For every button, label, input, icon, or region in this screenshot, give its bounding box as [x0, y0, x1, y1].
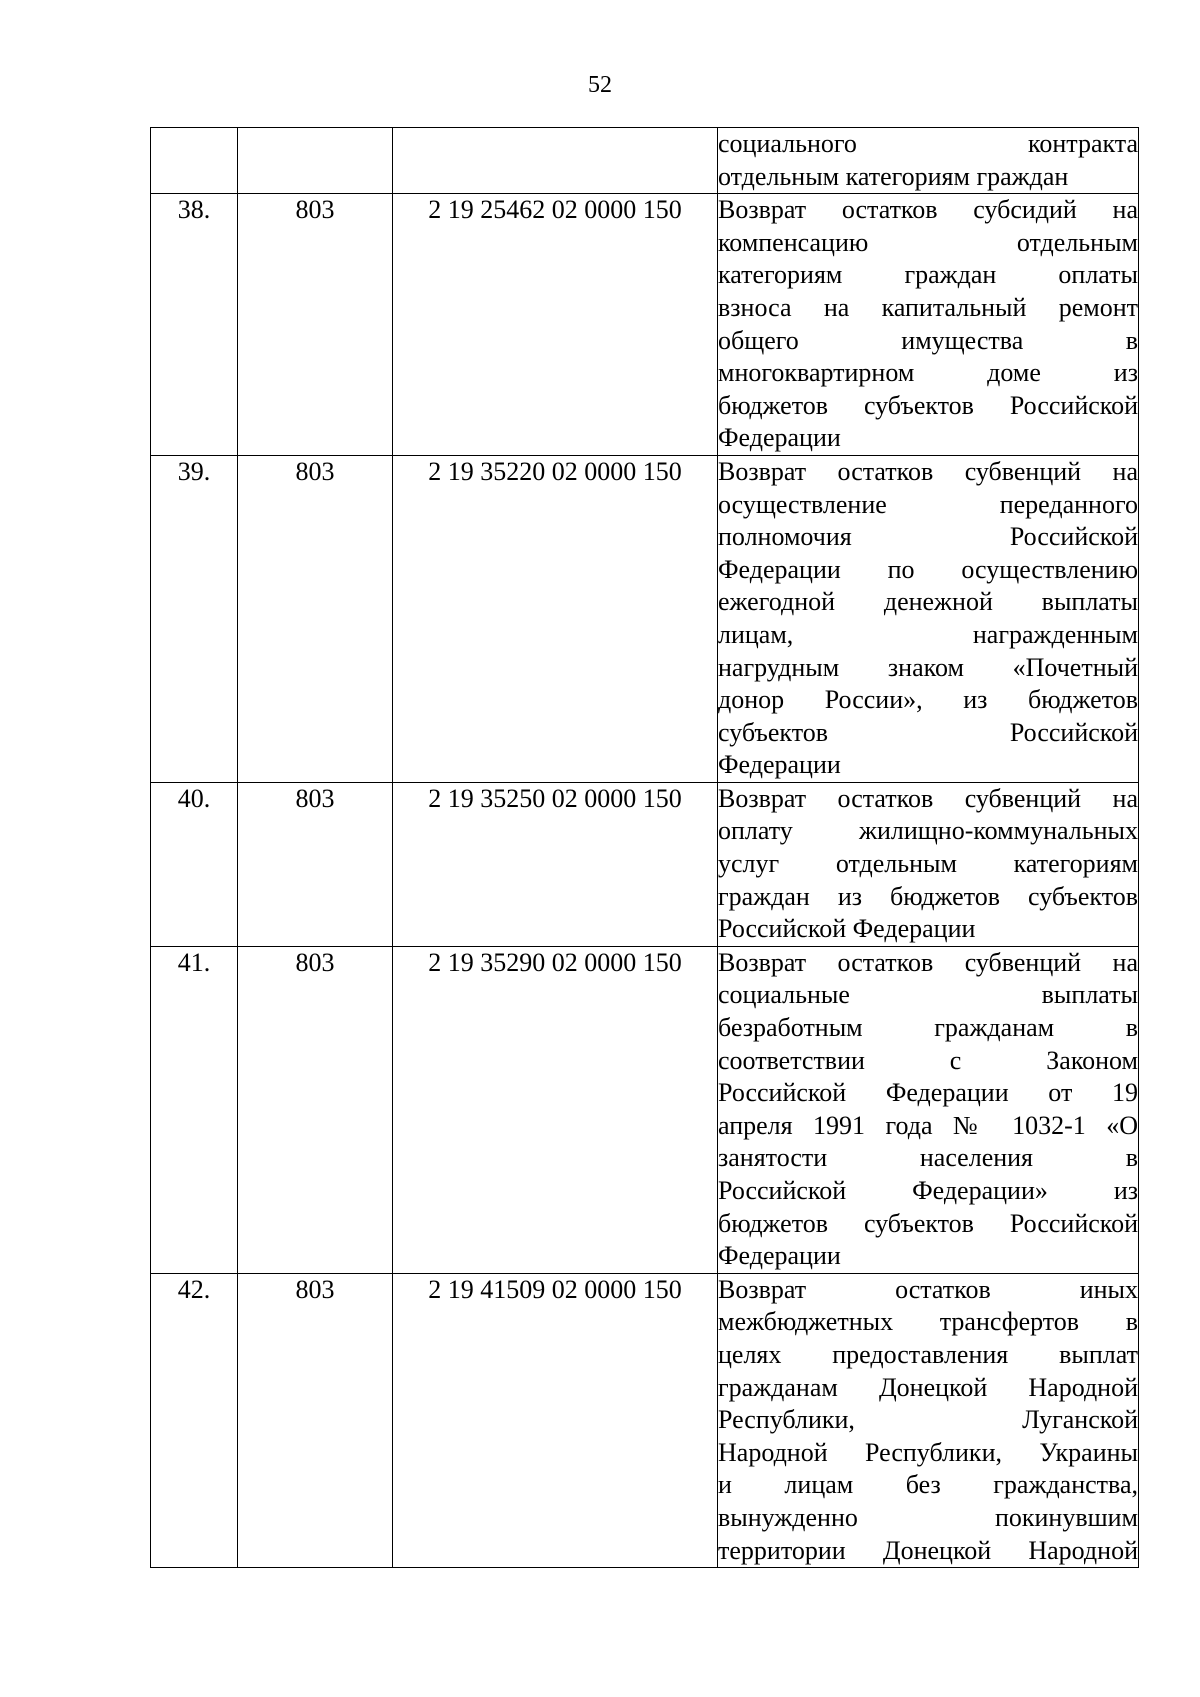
description-line: услуг отдельным категориям — [718, 849, 1138, 879]
description-line: соответствии с Законом — [718, 1045, 1138, 1075]
description-line: бюджетов субъектов Российской — [718, 1208, 1138, 1238]
description-cell — [718, 1273, 1139, 1567]
description-line: социального контракта — [718, 129, 1138, 158]
row-number-cell: 39. — [151, 455, 238, 782]
description-line: территории Донецкой Народной — [718, 1535, 1138, 1565]
description-line: многоквартирном доме из — [718, 358, 1138, 388]
budget-classification-code-cell: 2 19 35250 02 0000 150 — [393, 782, 718, 946]
description-line: донор России», из бюджетов — [718, 685, 1138, 715]
description-cell — [718, 782, 1139, 946]
description-line: Возврат остатков субвенций на — [718, 783, 1138, 813]
description-line: Республики, Луганской — [718, 1405, 1138, 1435]
description-line: Народной Республики, Украины — [718, 1437, 1138, 1467]
page-number: 52 — [588, 72, 612, 98]
description-cell — [718, 946, 1139, 1273]
table-row — [151, 1273, 1139, 1567]
description-line: категориям граждан оплаты — [718, 260, 1138, 290]
description-line: компенсацию отдельным — [718, 227, 1138, 257]
description-line: Возврат остатков иных — [718, 1274, 1138, 1304]
description-line: занятости населения в — [718, 1143, 1138, 1173]
description-line: гражданам Донецкой Народной — [718, 1372, 1138, 1402]
description-line: Возврат остатков субсидий на — [718, 195, 1138, 225]
description-line: субъектов Российской — [718, 717, 1138, 747]
description-line: межбюджетных трансфертов в — [718, 1307, 1138, 1337]
description-line: Федерации — [718, 423, 841, 453]
description-line: отдельным категориям граждан — [718, 161, 1069, 191]
row-number-cell: 42. — [151, 1273, 238, 1567]
description-line: Российской Федерации — [718, 914, 976, 944]
budget-classification-code-cell: 2 19 35290 02 0000 150 — [393, 946, 718, 1273]
description-line: бюджетов субъектов Российской — [718, 390, 1138, 420]
description-line: и лицам без гражданства, — [718, 1470, 1138, 1500]
budget-codes-table — [150, 127, 1139, 1568]
description-line: полномочия Российской — [718, 522, 1138, 552]
table-row — [151, 455, 1139, 782]
description-line: взноса на капитальный ремонт — [718, 292, 1138, 322]
budget-classification-code-cell: 2 19 35220 02 0000 150 — [393, 455, 718, 782]
description-line: целях предоставления выплат — [718, 1339, 1138, 1369]
description-line: Российской Федерации» из — [718, 1176, 1138, 1205]
admin-code-cell: 803 — [238, 1273, 393, 1567]
description-line: оплату жилищно-коммунальных — [718, 816, 1138, 846]
description-cell — [718, 128, 1139, 194]
admin-code-cell: 803 — [238, 782, 393, 946]
description-line: общего имущества в — [718, 325, 1138, 355]
description-line: граждан из бюджетов субъектов — [718, 881, 1138, 911]
description-line: социальные выплаты — [718, 980, 1138, 1010]
description-line: Возврат остатков субвенций на — [718, 947, 1138, 977]
description-line: Федерации по осуществлению — [718, 554, 1138, 584]
admin-code-cell: 803 — [238, 946, 393, 1273]
row-number-cell: 41. — [151, 946, 238, 1273]
description-line: нагрудным знаком «Почетный — [718, 652, 1138, 682]
description-line: ежегодной денежной выплаты — [718, 587, 1138, 617]
description-line: вынужденно покинувшим — [718, 1502, 1138, 1532]
table-row — [151, 946, 1139, 1273]
budget-classification-code-cell — [393, 128, 718, 194]
description-line: Возврат остатков субвенций на — [718, 456, 1138, 486]
admin-code-cell: 803 — [238, 455, 393, 782]
table-row — [151, 128, 1139, 194]
description-line: осуществление переданного — [718, 489, 1138, 519]
description-line: Российской Федерации от 19 — [718, 1078, 1138, 1108]
row-number-cell: 38. — [151, 194, 238, 456]
description-cell — [718, 194, 1139, 456]
description-line: апреля 1991 года № 1032-1 «О — [718, 1110, 1138, 1140]
budget-classification-code-cell: 2 19 41509 02 0000 150 — [393, 1273, 718, 1567]
admin-code-cell — [238, 128, 393, 194]
row-number-cell — [151, 128, 238, 194]
description-line: Федерации — [718, 1241, 841, 1271]
table-row — [151, 782, 1139, 946]
table-row — [151, 194, 1139, 456]
description-line: лицам, награжденным — [718, 619, 1138, 649]
description-cell — [718, 455, 1139, 782]
budget-classification-code-cell: 2 19 25462 02 0000 150 — [393, 194, 718, 456]
description-line: безработным гражданам в — [718, 1013, 1138, 1043]
description-line: Федерации — [718, 750, 841, 780]
row-number-cell: 40. — [151, 782, 238, 946]
admin-code-cell: 803 — [238, 194, 393, 456]
